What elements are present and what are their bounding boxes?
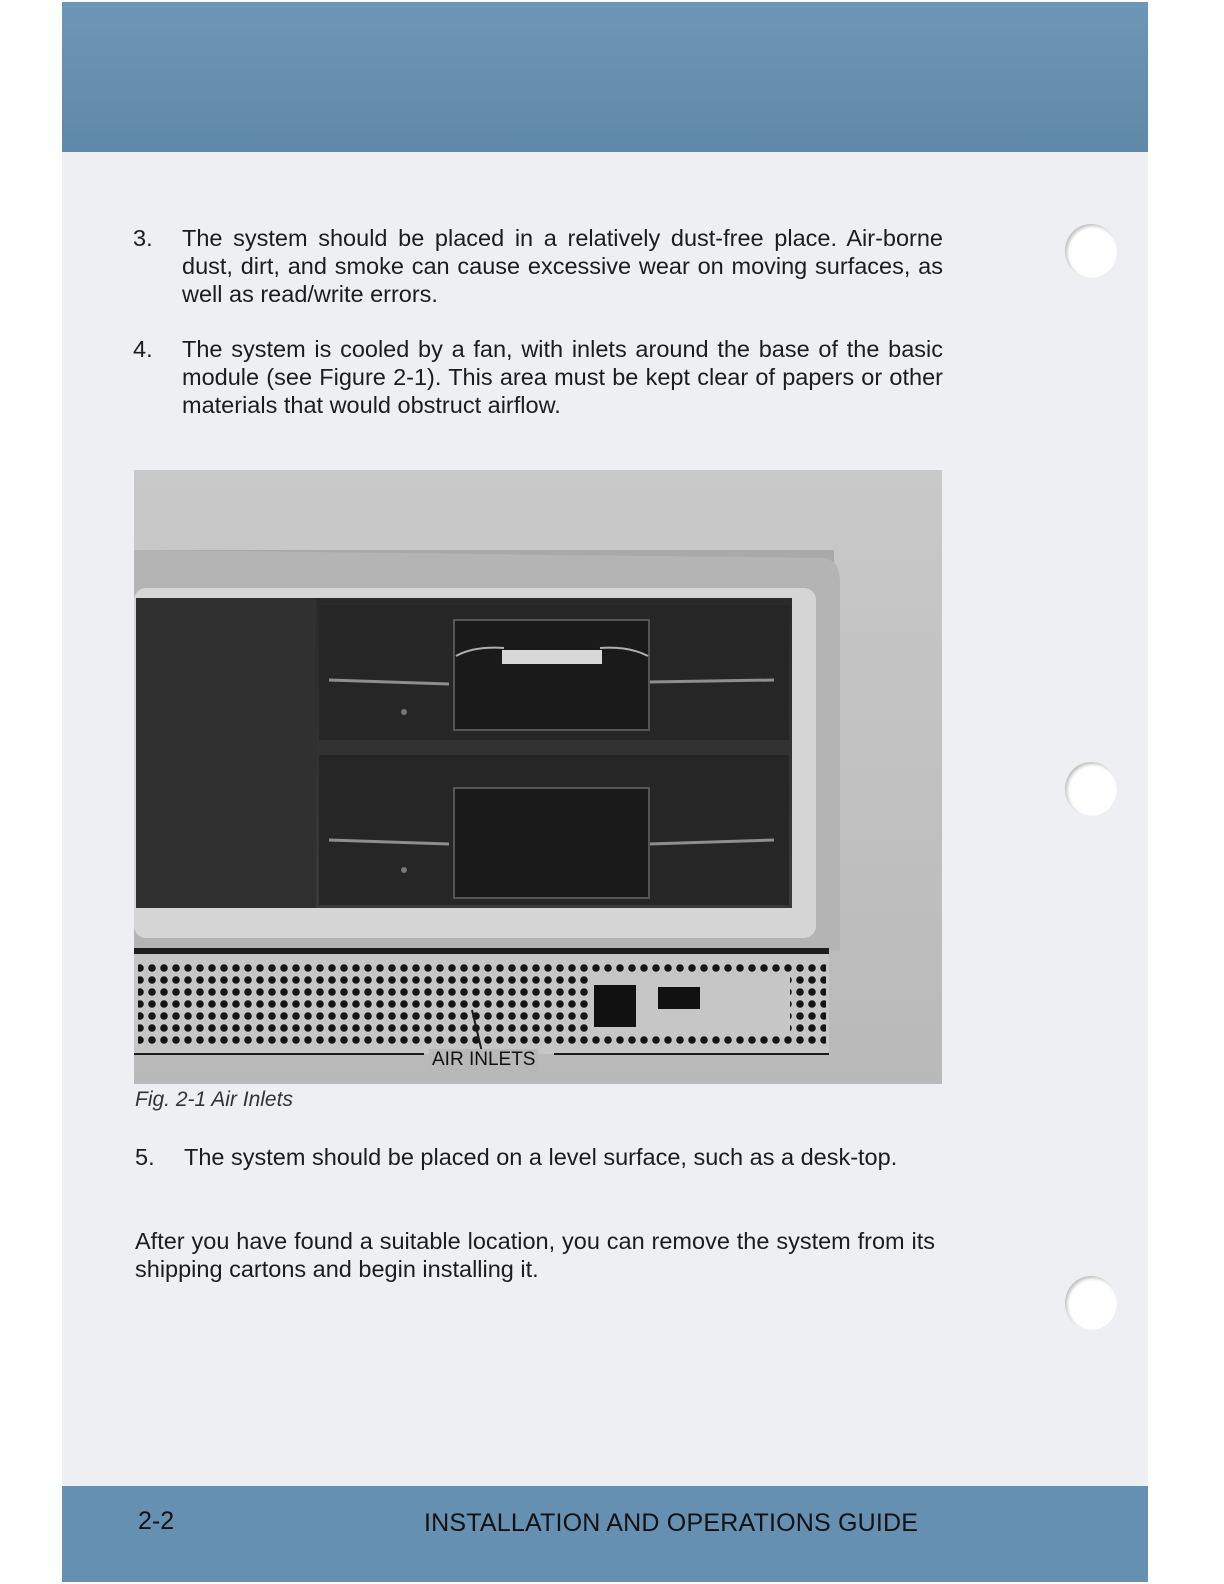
binder-hole-bottom [1065, 1276, 1117, 1330]
figure-label-air-inlets: AIR INLETS [429, 1049, 538, 1071]
list-item-4 [133, 335, 943, 419]
page-number: 2-2 [138, 1507, 175, 1535]
list-text: The system should be placed on a level surface, such as a desk-top. [184, 1144, 898, 1170]
closing-paragraph: After you have found a suitable location, you can remove the system from its shipping cartons and begin installing it. [135, 1228, 935, 1282]
list-text: The system should be placed in a relatively dust-free place. Air-borne dust, dirt, and smoke can cause excessive wear on moving surfaces, as well as read/write errors. [182, 225, 943, 307]
binder-hole-top [1065, 224, 1117, 278]
figure-caption: Fig. 2-1 Air Inlets [135, 1088, 293, 1111]
document-page [62, 2, 1148, 1582]
binder-hole-middle [1065, 762, 1117, 816]
list-number: 5. [135, 1144, 155, 1170]
figure-air-inlets [134, 470, 942, 1089]
list-number: 3. [133, 225, 153, 251]
computer-photo [134, 470, 942, 1084]
list-text: The system is cooled by a fan, with inlets around the base of the basic module (see Figure 2-1). This area must be kept clear of papers or other materials that would obstruct airflow. [182, 336, 943, 418]
list-item-3 [133, 224, 943, 308]
footer-title: INSTALLATION AND OPERATIONS GUIDE [424, 1509, 919, 1537]
list-number: 4. [133, 336, 153, 362]
header-band [62, 2, 1148, 152]
list-item-5 [135, 1143, 945, 1171]
